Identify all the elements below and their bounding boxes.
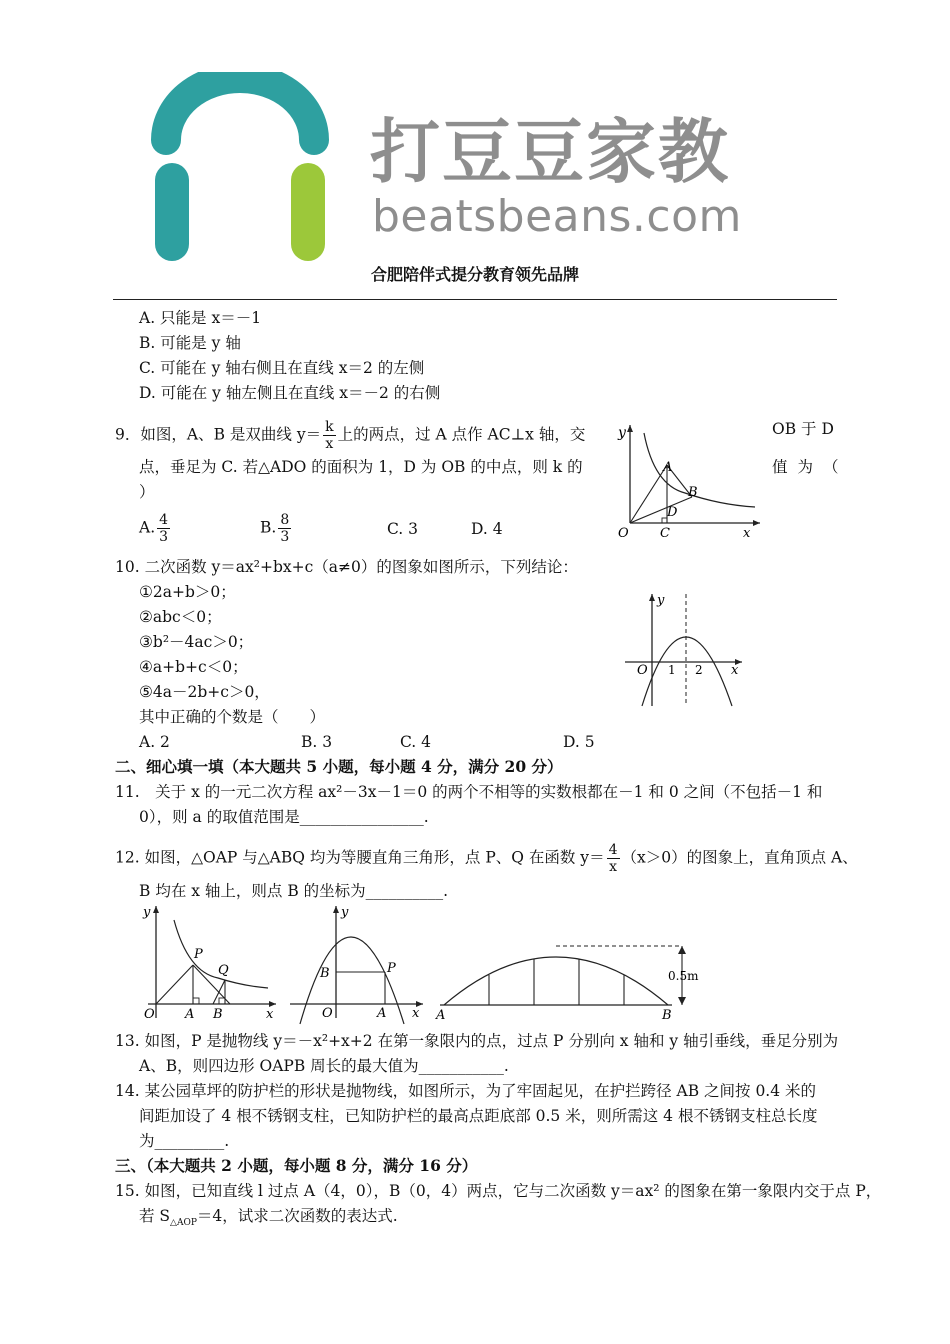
q10-fig-label-2: 2: [695, 663, 703, 677]
q15-line2: 若 $S_{\triangle AOP}=4$，试求二次函数的表达式.: [139, 1207, 398, 1229]
logo-arc: [166, 78, 314, 140]
q11-line2: 0），则 a 的取值范围是________________.: [139, 808, 429, 826]
q15-line1: 15. 如图，已知直线 l 过点 A（4，0），B（0，4）两点，它与二次函数 y＝ax² 的图象在第一象限内交于点 P，: [115, 1182, 882, 1200]
q9-fig-label-o: O: [618, 526, 629, 541]
q9-fig-label-a: A: [663, 460, 673, 475]
fig3-label-height: 0.5m: [668, 969, 699, 983]
fig1-label-a: A: [185, 1007, 195, 1022]
q14-line2: 间距加设了 4 根不锈钢支柱，已知防护栏的最高点距底部 0.5 米，则所需这 4 根不锈钢支柱总长度: [139, 1107, 818, 1125]
fig3-label-a: A: [436, 1008, 446, 1023]
q10-option-d: D. 5: [563, 733, 595, 751]
brand-url: beatsbeans.com: [372, 191, 742, 242]
q10-statement-1: ①2a+b＞0；: [139, 583, 236, 601]
q8-option-b: B. 可能是 y 轴: [139, 334, 241, 352]
q9-option-c: C. 3: [387, 520, 419, 538]
q10-option-a: A. 2: [139, 733, 170, 751]
fig2-label-a: A: [377, 1006, 387, 1021]
q10-fig-label-1: 1: [668, 663, 676, 677]
q10-statement-2: ②abc＜0；: [139, 608, 222, 626]
q12-line1: 12. 如图，△OAP 与△ABQ 均为等腰直角三角形，点 P、Q 在函数 y＝ $\frac{4}{x}$ （x＞0）的图象上，直角顶点 A、: [115, 842, 858, 875]
q13-line1: 13. 如图，P 是抛物线 y＝－x²+x+2 在第一象限内的点，过点 P 分别向 x 轴和 y 轴引垂线，垂足分别为: [115, 1032, 839, 1050]
q14-line1: 14. 某公园草坪的防护栏的形状是抛物线，如图所示，为了牢固起见，在护拦跨径 AB 之间按 0.4 米的: [115, 1082, 817, 1100]
q10-stem: 10. 二次函数 y＝ax²+bx+c（a≠0）的图象如图所示，下列结论：: [115, 558, 578, 576]
q9-fig-label-d: D: [667, 505, 678, 520]
q13-line2: A、B，则四边形 OAPB 周长的最大值为___________.: [139, 1057, 509, 1075]
q10-option-c: C. 4: [400, 733, 432, 751]
q10-fig-label-y: y: [657, 593, 665, 608]
section3-title: 三、（本大题共 2 小题，每小题 8 分，满分 16 分）: [115, 1156, 478, 1175]
fig2-label-p: P: [387, 961, 396, 976]
q11-line1: 11. 关于 x 的一元二次方程 ax²－3x－1＝0 的两个不相等的实数根都在－1 和 0 之间（不包括－1 和: [115, 783, 823, 801]
fig1-label-o: O: [144, 1007, 155, 1022]
section2-title: 二、细心填一填（本大题共 5 小题，每小题 4 分，满分 20 分）: [115, 757, 563, 776]
q9-line1: 9．如图，A、B 是双曲线 y＝ $\frac{k}{x}$ 上的两点，过 A 点作 AC⊥x 轴，交: [115, 419, 586, 452]
q9-option-d: D. 4: [471, 520, 503, 538]
fig2-label-y: y: [341, 905, 349, 920]
q9-option-a: A. $\frac{4}{3}$: [139, 512, 169, 545]
q9-right2: 值为（: [772, 458, 849, 476]
fig1-label-p: P: [194, 947, 203, 962]
q9-figure: [610, 415, 770, 545]
q9-line2: 点，垂足为 C. 若△ADO 的面积为 1，D 为 OB 的中点，则 k 的: [139, 458, 583, 476]
fig2-label-x: x: [412, 1006, 420, 1021]
q9-fig-label-x: x: [743, 526, 751, 541]
q8-option-d: D. 可能在 y 轴左侧且在直线 x＝－2 的右侧: [139, 384, 441, 402]
fig1-label-x: x: [266, 1007, 274, 1022]
q9-fig-label-b: B: [688, 485, 698, 500]
q9-fig-label-y: y: [618, 425, 626, 441]
q12-fraction: $\frac{4}{x}$: [608, 842, 618, 875]
q9-option-b: B. $\frac{8}{3}$: [260, 512, 290, 545]
q9-right1: OB 于 D: [772, 420, 834, 438]
q10-ask: 其中正确的个数是（ ）: [139, 708, 326, 726]
fig1-label-q: Q: [218, 963, 229, 978]
header-divider: [113, 299, 837, 300]
brand-logo-mark: [140, 72, 340, 262]
fig2-label-b: B: [320, 966, 330, 981]
q10-statement-4: ④a+b+c＜0；: [139, 658, 248, 676]
q12-line2: B 均在 x 轴上，则点 B 的坐标为__________.: [139, 882, 449, 900]
q14-figure: [432, 935, 707, 1027]
q10-statement-3: ③b²－4ac＞0；: [139, 633, 254, 651]
fig3-label-b: B: [662, 1008, 672, 1023]
q14-line3: 为_________.: [139, 1132, 230, 1150]
q10-fig-label-o: O: [637, 663, 648, 678]
q10-fig-label-x: x: [731, 663, 739, 678]
q13-figure: [288, 900, 428, 1025]
q9-line3: ）: [139, 483, 155, 501]
q8-option-a: A. 只能是 x＝－1: [139, 309, 262, 327]
q9-fig-label-c: C: [660, 526, 670, 541]
q10-statement-5: ⑤4a－2b+c＞0，: [139, 683, 270, 701]
brand-slogan: 合肥陪伴式提分教育领先品牌: [370, 265, 579, 284]
q8-option-c: C. 可能在 y 轴右侧且在直线 x＝2 的左侧: [139, 359, 425, 377]
fig2-label-o: O: [322, 1006, 333, 1021]
q10-option-b: B. 3: [301, 733, 333, 751]
q10-figure: [620, 588, 750, 710]
brand-name: 打豆豆家教: [370, 111, 730, 193]
fig1-label-b: B: [213, 1007, 223, 1022]
q12-figure: [138, 900, 283, 1025]
q9-fraction: $\frac{k}{x}$: [325, 419, 334, 452]
fig1-label-y: y: [143, 905, 151, 920]
